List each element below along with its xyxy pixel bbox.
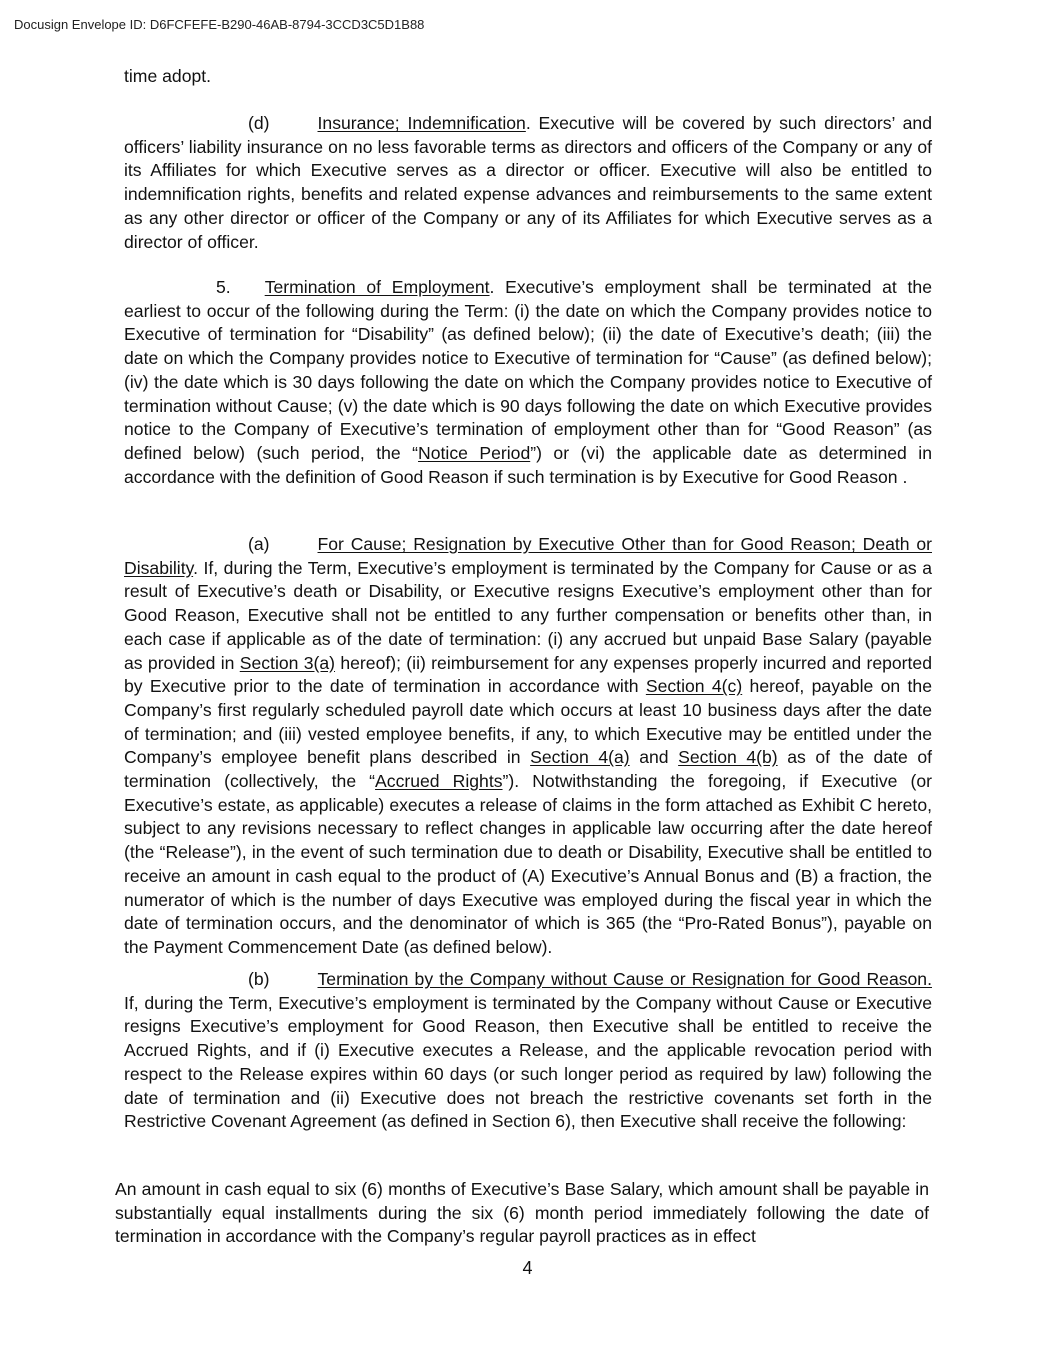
section-a-label: (a) [248,534,270,554]
section-b-label: (b) [248,969,270,989]
section-d-text: . Executive will be covered by such directors’ and officers’ liability insurance on no less favorable terms as directors and officers of the Company or any of its Affiliates for which Executive serves as a director or officer. Executive will also be entitled to indemnification rights, benefits and related expense advances and reimbursements to the same extent as any other director or officer of the Company or any of its Affiliates for which Executive serves as a director of officer. [124,113,932,252]
section-a-text-4: and [629,747,679,768]
severance-paragraph: An amount in cash equal to six (6) months of Executive’s Base Salary, which amount shall be payable in substantially equal installments during the six (6) month period immediately following the date of termination in accordance with the Company’s regular payroll practices as in effect [115,1179,929,1247]
section-d-paragraph [124,112,932,254]
section-b-text: If, during the Term, Executive’s employment is terminated by the Company without Cause or Executive resigns Executive’s employment for Good Reason, then Executive shall be entitled to receive the Accrued Rights, and if (i) Executive executes a Release, and the applicable revocation period with respect to the Release expires within 60 days (or such longer period as required by law) following the date of termination and (ii) Executive does not breach the restrictive covenants set forth in the Restrictive Covenant Agreement (as defined in Section 6), then Executive shall receive the following: [124,992,932,1132]
section-4c-reference: Section 4(c) [645,676,743,697]
section-5-paragraph [124,276,932,489]
section-4a-reference: Section 4(a) [530,747,630,768]
accrued-rights-term: Accrued Rights [375,771,503,792]
section-4b-reference: Section 4(b) [678,747,778,768]
section-a-text-3: hereof, payable on the Company’s first regularly scheduled payroll date which occurs at least 10 business days after the date of termination; and (iii) vested employee benefits, if any, to which Executive may be entitled under the Company’s employee benefit plans described in [124,676,932,768]
page-number: 4 [522,1258,533,1278]
envelope-id-header: Docusign Envelope ID: D6FCFEFE-B290-46AB-8794-3CCD3C5D1B88 [14,17,425,32]
section-5-label: 5. [216,277,231,297]
notice-period-term: Notice Period [418,442,531,463]
section-5-text-before: . Executive’s employment shall be terminated at the earliest to occur of the following during the Term: (i) the date on which the Company provides notice to Executive of termination for “Disability” (as defined below); (ii) the date of Executive’s death; (iii) the date on which the Company provides notice to Executive of termination for “Cause” (as defined below); (iv) the date which is 30 days following the date on which the Company provides notice to Executive of termination without Cause; (v) the date which is 90 days following the date on which Executive provides notice to the Company of Executive’s termination of employment other than for “Good Reason” (as defined below) (such period, the “ [124,277,932,463]
section-a-text-1: . If, during the Term, Executive’s employment is terminated by the Company for Cause or as a result of Executive’s death or Disability, or Executive resigns Executive’s employment other than for Good Reason, Executive shall not be entitled to any further compensation or benefits other than, in each case if applicable as of the date of termination: (i) any accrued but unpaid Base Salary (payable as provided in [124,557,932,673]
section-d-label: (d) [248,113,270,133]
section-a-text-6: ”). Notwithstanding the foregoing, if Executive (or Executive’s estate, as applicable) executes a release of claims in the form attached as Exhibit C hereto, subject to any revisions necessary to reflect changes in applicable law occurring after the date hereof (the “Release”), in the event of such termination due to death or Disability, Executive shall be entitled to receive an amount in cash equal to the product of (A) Executive’s Annual Bonus and (B) a fraction, the numerator of which is the number of days Executive was employed during the fiscal year in which the date of termination occurs, and the denominator of which is 365 (the “Pro-Rated Bonus”), payable on the Payment Commencement Date (as defined below). [124,771,932,957]
section-b-heading: Termination by the Company without Cause or Resignation for Good Reason. [317,969,932,989]
continuation-text: time adopt. [124,66,212,86]
section-a-heading: For Cause; Resignation by Executive Other than for Good Reason; Death or Disability [124,534,932,578]
section-5-heading: Termination of Employment [264,277,490,297]
section-5-text-after: ”) or (vi) the applicable date as determined in accordance with the definition of Good Reason if such termination is by Executive for Good Reason . [124,442,932,487]
section-3a-reference: Section 3(a) [239,652,336,673]
section-a-text-2: hereof); (ii) reimbursement for any expenses properly incurred and reported by Executive prior to the date of termination in accordance with [124,652,932,697]
section-a-text-5: as of the date of termination (collectively, the “ [124,747,933,792]
section-a-paragraph [124,533,932,960]
section-d-heading: Insurance; Indemnification [317,113,526,133]
section-b-paragraph [124,968,932,1134]
